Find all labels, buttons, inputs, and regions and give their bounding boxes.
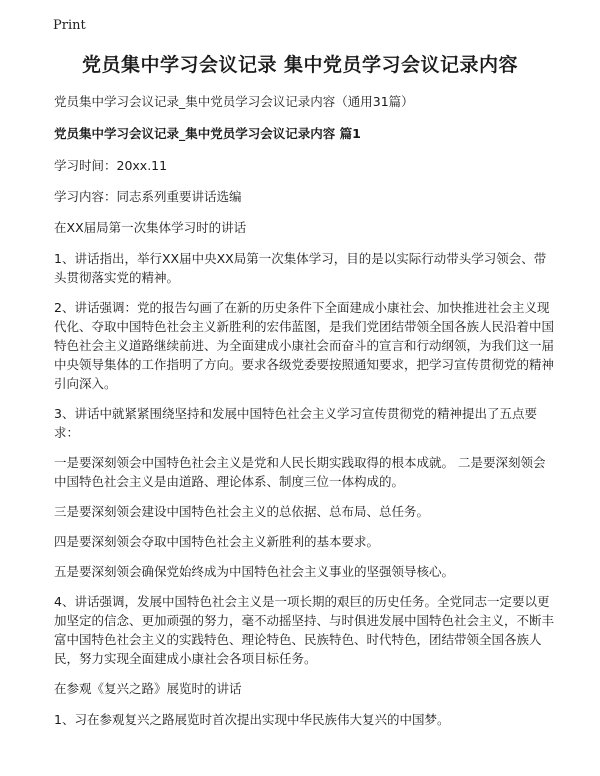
paragraph: 1、习在参观复兴之路展览时首次提出实现中华民族伟大复兴的中国梦。	[54, 712, 450, 727]
paragraph: 3、讲话中就紧紧围绕坚持和发展中国特色社会主义学习宣传贯彻党的精神提出了五点要求：	[54, 406, 537, 440]
paragraph: 1、讲话指出，举行XX届中央XX局第一次集体学习，目的是以实际行动带头学习领会、带头贯彻落实党的精神。	[54, 251, 547, 285]
paragraph: 一是要深刻领会中国特色社会主义是党和人民长期实践取得的根本成就。 二是要深刻领会中国特色社会主义是由道路、理论体系、制度三位一体构成的。	[54, 455, 546, 489]
page-title: 党员集中学习会议记录 集中党员学习会议记录内容	[81, 54, 519, 76]
paragraph: 五是要深刻领会确保党始终成为中国特色社会主义事业的坚强领导核心。	[54, 564, 455, 579]
paragraph: 2、讲话强调：党的报告勾画了在新的历史条件下全面建成小康社会、加快推进社会主义现代化、夺取中国特色社会主义新胜利的宏伟蓝图，是我们党团结带领全国各族人民沿着中国特色社会主义道路继续前进、为全面建成小康社会而奋斗的宣言和行动纲领，为我们这一届中央领导集体的工作指明了方向。要求各级党委要按照通知要求，把学习宣传贯彻党的精神引向深入。	[54, 300, 555, 391]
paragraph: 三是要深刻领会建设中国特色社会主义的总依据、总布局、总任务。	[54, 504, 430, 519]
section-heading: 党员集中学习会议记录_集中党员学习会议记录内容 篇1	[54, 126, 361, 141]
print-link[interactable]: Print	[53, 18, 86, 33]
speech-heading: 在参观《复兴之路》展览时的讲话	[54, 681, 242, 696]
paragraph: 四是要深刻领会夺取中国特色社会主义新胜利的基本要求。	[54, 534, 380, 549]
document-body	[54, 92, 554, 740]
paragraph: 4、讲话强调，发展中国特色社会主义是一项长期的艰巨的历史任务。全党同志一定要以更加坚定的信念、更加顽强的努力，毫不动摇坚持、与时俱进发展中国特色社会主义，不断丰富中国特色社会主义的实践特色、理论特色、民族特色、时代特色，团结带领全国各族人民，努力实现全面建成小康社会各项目标任务。	[54, 594, 555, 666]
speech-heading: 在XX届局第一次集体学习时的讲话	[54, 220, 247, 235]
document-subtitle: 党员集中学习会议记录_集中党员学习会议记录内容（通用31篇）	[54, 94, 414, 109]
study-content: 学习内容：同志系列重要讲话选编	[54, 189, 242, 204]
study-time: 学习时间：20xx.11	[54, 158, 168, 173]
